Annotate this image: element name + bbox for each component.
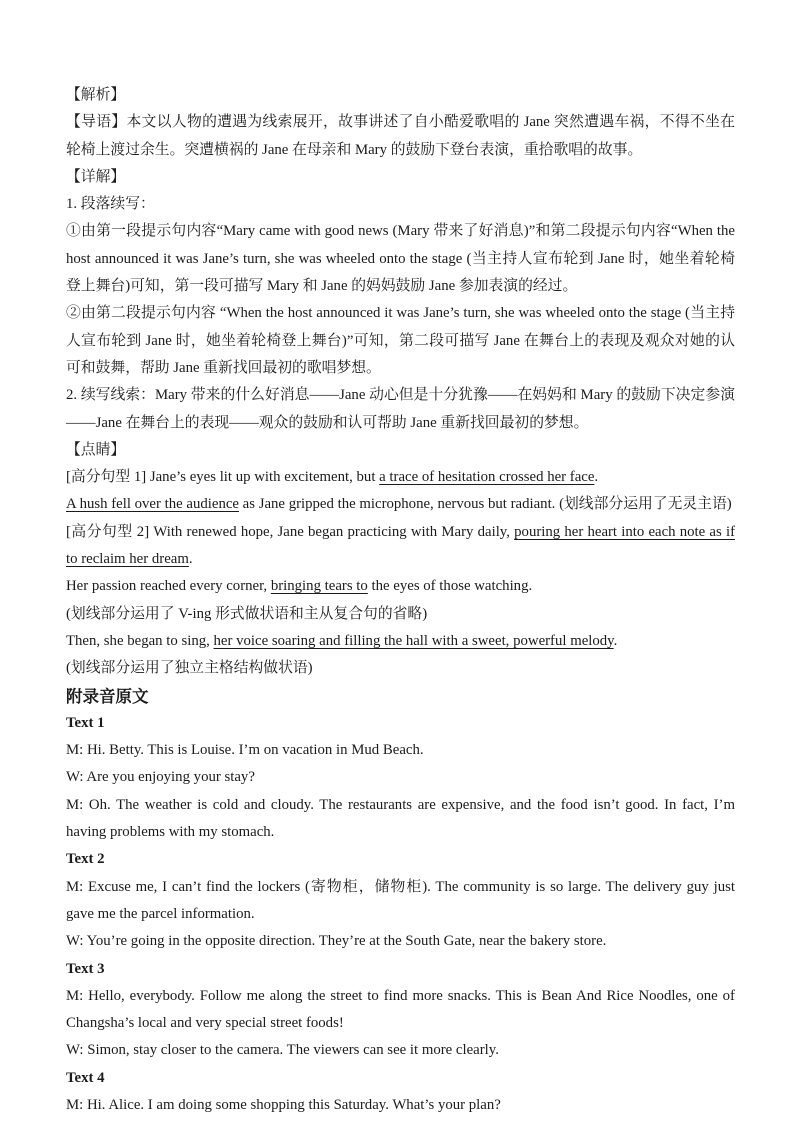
text-segment: M: Hi. Alice. I am doing some shopping this Saturday. What’s your plan? <box>66 1096 501 1113</box>
text-segment: 【导语】本文以人物的遭遇为线索展开，故事讲述了自小酷爱歌唱的 Jane 突然遭遇车祸，不得不坐在轮椅上渡过余生。突遭横祸的 Jane 在母亲和 Mary 的鼓励下登台表演，重拾歌唱的故事。 <box>66 114 735 158</box>
text-segment: the eyes of those watching. <box>367 578 533 595</box>
text-segment: 【详解】 <box>66 168 126 185</box>
subheading-text-1 <box>66 710 735 737</box>
text1-line-w1 <box>66 764 735 791</box>
heading-transcript <box>66 683 735 710</box>
text-segment: (划线部分运用了独立主格结构做状语) <box>66 660 313 677</box>
text2-line-w1 <box>66 928 735 955</box>
text-segment: M: Hello, everybody. Follow me along the street to find more snacks. This is Bean And Rice Noodles, one of Changsha’s local and very special street foods! <box>66 987 735 1032</box>
text-segment: 2. 续写线索：Mary 带来的什么好消息——Jane 动心但是十分犹豫——在妈妈和 Mary 的鼓励下决定参演——Jane 在舞台上的表现——观众的鼓励和认可帮助 Jane 重新找回最初的梦想。 <box>66 387 735 431</box>
para-sentence-1b <box>66 491 735 518</box>
para-point-2 <box>66 300 735 382</box>
subheading-text-4 <box>66 1065 735 1092</box>
text1-line-m1 <box>66 737 735 764</box>
para-intro <box>66 109 735 164</box>
text-segment: Then, she began to sing, <box>66 632 214 649</box>
text2-line-m1 <box>66 874 735 929</box>
document-content <box>66 82 735 1119</box>
subheading-text-2 <box>66 846 735 873</box>
text-segment: W: Are you enjoying your stay? <box>66 769 255 786</box>
text-segment: M: Excuse me, I can’t find the lockers (寄物柜，储物柜). The community is so large. The delivery guy just gave me the parcel information. <box>66 878 735 922</box>
para-sentence-2b <box>66 573 735 600</box>
text-segment: (划线部分运用了 V-ing 形式做状语和主从复合句的省略) <box>66 605 428 622</box>
text-segment: as Jane gripped the microphone, nervous but radiant. (划线部分运用了无灵主语) <box>238 496 732 513</box>
text-segment: Text 3 <box>66 960 105 977</box>
text1-line-m2 <box>66 792 735 847</box>
para-note-ving <box>66 601 735 628</box>
text-segment: . <box>188 551 193 568</box>
para-note-absolute <box>66 655 735 682</box>
text-segment: Text 2 <box>66 851 105 868</box>
text3-line-w1 <box>66 1037 735 1064</box>
text-segment: ②由第二段提示句内容 “When the host announced it was Jane’s turn, she was wheeled onto the stage (当主持人宣布轮到 Jane 时，她坐着轮椅登上舞台)”可知，第二段可描写 Jane 在舞台上的表现及观众对她的认可和鼓舞，帮助 Jane 重新找回最初的歌唱梦想。 <box>66 305 735 376</box>
para-sentence-1 <box>66 464 735 491</box>
underlined-text-segment: a trace of hesitation crossed her face <box>379 469 595 486</box>
text-segment: M: Oh. The weather is cold and cloudy. The restaurants are expensive, and the food isn’t good. In fact, I’m having problems with my stomach. <box>66 796 735 841</box>
para-sentence-3 <box>66 628 735 655</box>
text-segment: W: You’re going in the opposite direction. They’re at the South Gate, near the bakery store. <box>66 933 607 950</box>
text-segment: ①由第一段提示句内容“Mary came with good news (Mary 带来了好消息)”和第二段提示句内容“When the host announced it was Jane’s turn, she was wheeled onto the stage (当主持人宣布轮到 Jane 时，她坐着轮椅登上舞台)可知，第一段可描写 Mary 和 Jane 的妈妈鼓励 Jane 参加表演的经过。 <box>66 223 735 295</box>
text4-line-m1 <box>66 1092 735 1119</box>
underlined-text-segment: her voice soaring and filling the hall with a sweet, powerful melody <box>213 632 614 649</box>
text-segment: . <box>594 469 599 486</box>
para-item-1 <box>66 191 735 218</box>
text-segment: Text 1 <box>66 714 105 731</box>
para-item-2 <box>66 382 735 437</box>
text-segment: 1. 段落续写： <box>66 196 155 213</box>
text-segment: Text 4 <box>66 1069 105 1086</box>
text-segment: W: Simon, stay closer to the camera. The viewers can see it more clearly. <box>66 1042 499 1059</box>
para-point-1 <box>66 218 735 300</box>
subheading-text-3 <box>66 956 735 983</box>
text-segment: M: Hi. Betty. This is Louise. I’m on vacation in Mud Beach. <box>66 742 424 759</box>
underlined-text-segment: pouring her heart into each note as if to reclaim her dream <box>66 523 735 568</box>
para-sentence-2 <box>66 519 735 574</box>
text3-line-m1 <box>66 983 735 1038</box>
label-analysis <box>66 82 735 109</box>
label-details <box>66 164 735 191</box>
text-segment: 【解析】 <box>66 87 126 103</box>
underlined-text-segment: A hush fell over the audience <box>66 496 239 513</box>
text-segment: 【点睛】 <box>66 441 126 458</box>
underlined-text-segment: bringing tears to <box>270 578 368 595</box>
label-highlight <box>66 437 735 464</box>
text-segment: . <box>613 632 618 649</box>
text-segment: [高分句型 1] Jane’s eyes lit up with excitement, but <box>66 469 380 486</box>
text-segment: Her passion reached every corner, <box>66 578 271 595</box>
text-segment: [高分句型 2] With renewed hope, Jane began practicing with Mary daily, <box>66 523 515 540</box>
text-segment: 附录音原文 <box>66 686 149 706</box>
